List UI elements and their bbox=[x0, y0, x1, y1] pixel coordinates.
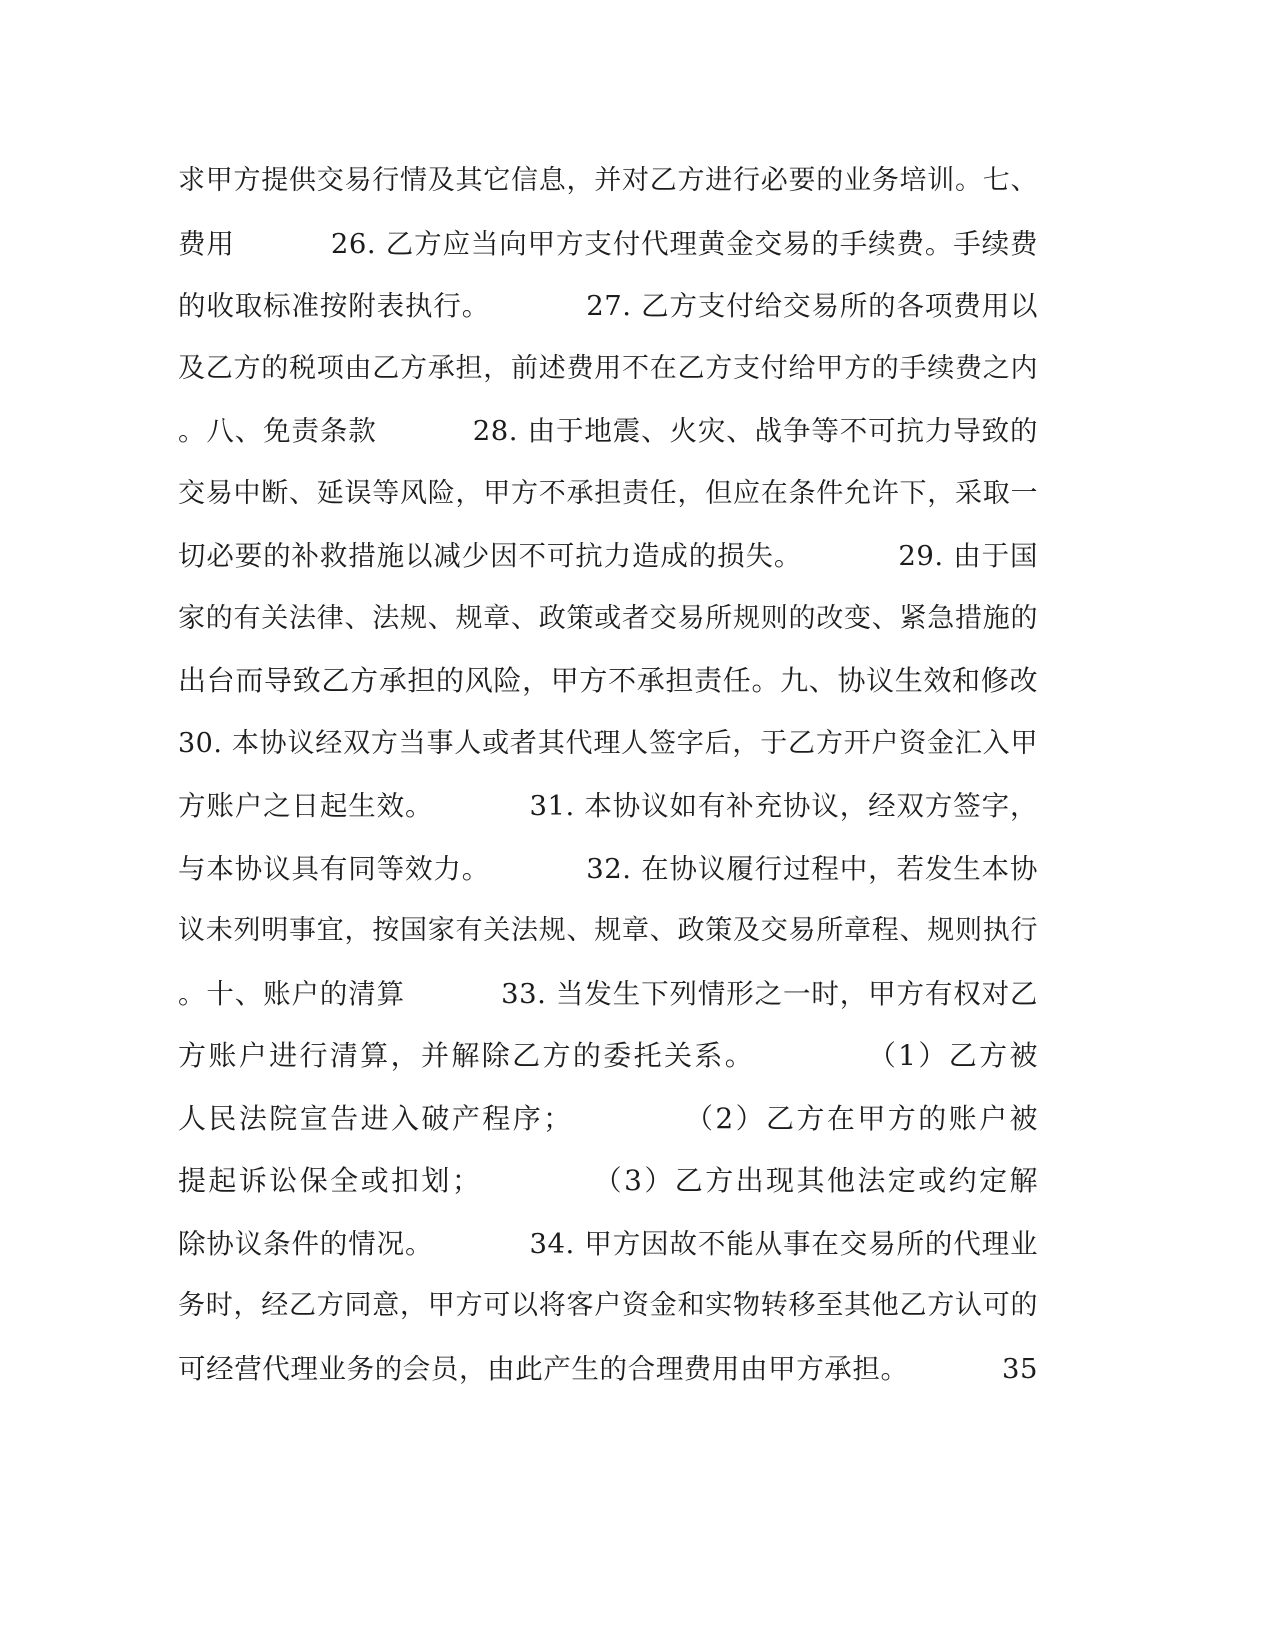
text-line-5: 。八、免责条款 28. 由于地震、火灾、战争等不可抗力导致的 bbox=[178, 415, 1038, 447]
text-line-9: 出台而导致乙方承担的风险，甲方不承担责任。九、协议生效和修改 bbox=[178, 664, 1038, 697]
text-line-15: 方账户进行清算，并解除乙方的委托关系。 （1）乙方被 bbox=[178, 1039, 1038, 1072]
text-line-17: 提起诉讼保全或扣划； （3）乙方出现其他法定或约定解 bbox=[178, 1164, 1038, 1197]
text-line-18: 除协议条件的情况。 34. 甲方因故不能从事在交易所的代理业 bbox=[178, 1227, 1038, 1260]
text-line-12: 与本协议具有同等效力。 32. 在协议履行过程中，若发生本协 bbox=[178, 852, 1038, 885]
body-text bbox=[178, 150, 1038, 1400]
text-line-8: 家的有关法律、法规、规章、政策或者交易所规则的改变、紧急措施的 bbox=[178, 602, 1038, 634]
text-line-10: 30. 本协议经双方当事人或者其代理人签字后，于乙方开户资金汇入甲 bbox=[178, 727, 1038, 759]
text-line-1: 求甲方提供交易行情及其它信息，并对乙方进行必要的业务培训。七、 bbox=[178, 165, 1038, 196]
text-line-3: 的收取标准按附表执行。 27. 乙方支付给交易所的各项费用以 bbox=[178, 290, 1038, 322]
text-line-4: 及乙方的税项由乙方承担，前述费用不在乙方支付给甲方的手续费之内 bbox=[178, 352, 1038, 384]
text-line-2: 费用 26. 乙方应当向甲方支付代理黄金交易的手续费。手续费 bbox=[178, 227, 1038, 260]
text-line-16: 人民法院宣告进入破产程序； （2）乙方在甲方的账户被 bbox=[178, 1101, 1038, 1135]
text-line-19: 务时，经乙方同意，甲方可以将客户资金和实物转移至其他乙方认可的 bbox=[178, 1290, 1038, 1321]
text-line-11: 方账户之日起生效。 31. 本协议如有补充协议，经双方签字， bbox=[178, 790, 1038, 822]
text-line-6: 交易中断、延误等风险，甲方不承担责任，但应在条件允许下，采取一 bbox=[178, 477, 1038, 509]
text-line-7: 切必要的补救措施以减少因不可抗力造成的损失。 29. 由于国 bbox=[178, 540, 1038, 572]
text-line-20: 可经营代理业务的会员，由此产生的合理费用由甲方承担。 35 bbox=[178, 1352, 1038, 1385]
text-line-14: 。十、账户的清算 33. 当发生下列情形之一时，甲方有权对乙 bbox=[178, 977, 1038, 1010]
text-line-13: 议未列明事宜，按国家有关法规、规章、政策及交易所章程、规则执行 bbox=[178, 915, 1038, 946]
